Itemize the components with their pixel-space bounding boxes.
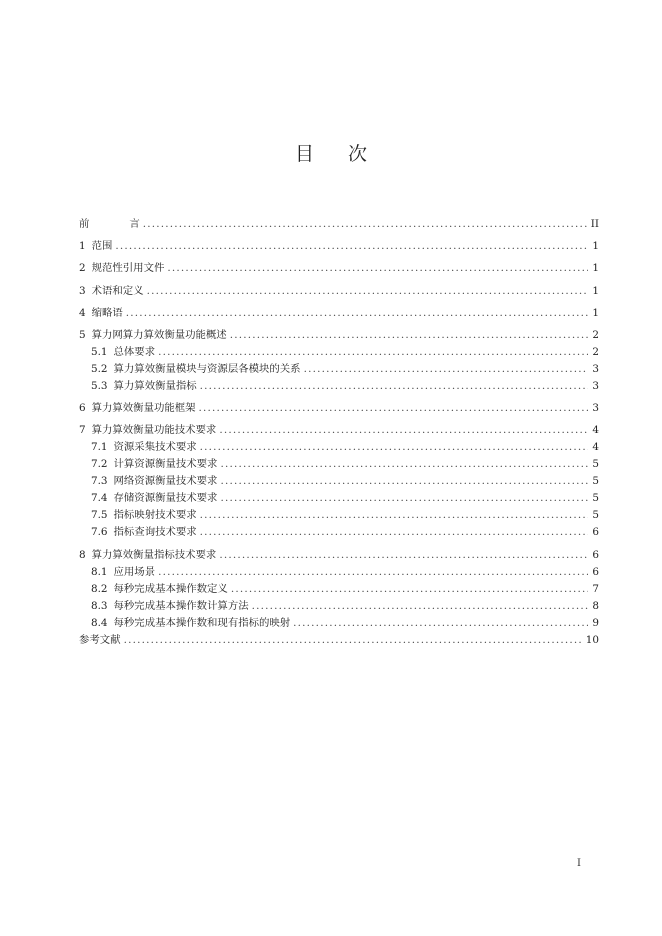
toc-entry-label: 8.2 每秒完成基本操作数定义 [91,582,228,595]
toc-leader-dots [124,632,583,649]
toc-leader-dots [219,422,588,439]
toc-entry-label: 5.1 总体要求 [91,345,156,358]
toc-subentry[interactable] [79,439,599,456]
toc-leader-dots [200,439,588,456]
toc-page-number: 1 [592,306,599,319]
toc-leader-dots [126,305,588,322]
toc-leader-dots [200,507,588,524]
toc-entry-label: 7 算力算效衡量功能技术要求 [79,424,217,437]
toc-page-number: 6 [592,548,599,561]
toc-leader-dots [200,524,588,541]
toc-leader-dots [158,564,588,581]
toc-entry-label: 4 缩略语 [79,306,123,319]
toc-leader-dots [143,216,588,233]
toc-entry[interactable] [79,260,599,277]
toc-page-number: 6 [592,565,599,578]
toc-page-number: 3 [592,362,599,375]
toc-subentry[interactable] [79,581,599,598]
toc-page-number: 1 [592,240,599,253]
toc-page-number: 4 [592,441,599,454]
toc-page-number: 3 [592,379,599,392]
toc-entry-label: 7.6 指标查询技术要求 [91,526,197,539]
toc-subentry[interactable] [79,456,599,473]
toc-entry-label: 2 规范性引用文件 [79,262,165,275]
toc-subentry[interactable] [79,524,599,541]
toc-entry-label: 5.2 算力算效衡量模块与资源层各模块的关系 [91,362,301,375]
toc-page-number: 5 [592,458,599,471]
toc-page-number: 7 [592,582,599,595]
toc-leader-dots [115,238,588,255]
toc-entry-label: 7.5 指标映射技术要求 [91,509,197,522]
toc-leader-dots [220,456,588,473]
toc-entry-label: 8.4 每秒完成基本操作数和现有指标的映射 [91,616,291,629]
toc-entry-label: 6 算力算效衡量功能框架 [79,402,196,415]
toc-leader-dots [230,327,588,344]
toc-leader-dots [147,283,588,300]
toc-subentry[interactable] [79,378,599,395]
toc-leader-dots [158,344,588,361]
toc-entry-foreword[interactable] [79,216,599,233]
toc-entry-label: 8.3 每秒完成基本操作数计算方法 [91,599,249,612]
toc-entry-label: 7.4 存储资源衡量技术要求 [91,492,218,505]
toc-leader-dots [231,581,588,598]
toc-entry-label: 参考文献 [79,633,121,646]
title-char-2: 次 [348,143,368,165]
toc-page-number: II [590,218,599,230]
toc-leader-dots [304,361,588,378]
page-title [0,139,662,166]
table-of-contents [79,216,599,649]
toc-leader-dots [293,615,588,632]
toc-subentry[interactable] [79,344,599,361]
toc-leader-dots [199,400,588,417]
toc-page-number: 8 [592,599,599,612]
toc-entry[interactable] [79,238,599,255]
toc-entry[interactable] [79,305,599,322]
toc-page-number: 6 [592,526,599,539]
toc-entry-label: 8 算力算效衡量指标技术要求 [79,548,217,561]
toc-page-number: 5 [592,509,599,522]
toc-entry-label: 5.3 算力算效衡量指标 [91,379,197,392]
toc-entry-label: 7.2 计算资源衡量技术要求 [91,458,218,471]
toc-page-number: 1 [592,262,599,275]
toc-leader-dots [200,378,588,395]
toc-page-number: 10 [585,633,599,646]
toc-entry-label: 前 言 [79,218,140,230]
toc-entry[interactable] [79,283,599,300]
toc-entry-references[interactable] [79,632,599,649]
toc-subentry[interactable] [79,564,599,581]
toc-leader-dots [252,598,588,615]
toc-page-number: 4 [592,424,599,437]
title-char-1: 目 [294,143,314,165]
toc-page-number: 1 [592,284,599,297]
toc-leader-dots [167,260,588,277]
toc-leader-dots [220,490,588,507]
toc-entry-label: 3 术语和定义 [79,284,144,297]
toc-subentry[interactable] [79,490,599,507]
toc-entry[interactable] [79,400,599,417]
toc-entry-label: 5 算力网算力算效衡量功能概述 [79,328,227,341]
toc-subentry[interactable] [79,361,599,378]
toc-subentry[interactable] [79,473,599,490]
toc-subentry[interactable] [79,598,599,615]
toc-leader-dots [220,473,588,490]
toc-entry[interactable] [79,422,599,439]
toc-subentry[interactable] [79,507,599,524]
toc-subentry[interactable] [79,615,599,632]
toc-page-number: 5 [592,475,599,488]
toc-entry[interactable] [79,547,599,564]
toc-entry-label: 7.1 资源采集技术要求 [91,441,197,454]
toc-page-number: 2 [592,328,599,341]
toc-page-number: 3 [592,402,599,415]
toc-entry-label: 1 范围 [79,240,113,253]
toc-leader-dots [219,547,588,564]
toc-page-number: 2 [592,345,599,358]
toc-page-number: 9 [592,616,599,629]
toc-entry[interactable] [79,327,599,344]
toc-entry-label: 8.1 应用场景 [91,565,156,578]
footer-page-number: I [577,858,581,869]
toc-entry-label: 7.3 网络资源衡量技术要求 [91,475,218,488]
toc-page-number: 5 [592,492,599,505]
